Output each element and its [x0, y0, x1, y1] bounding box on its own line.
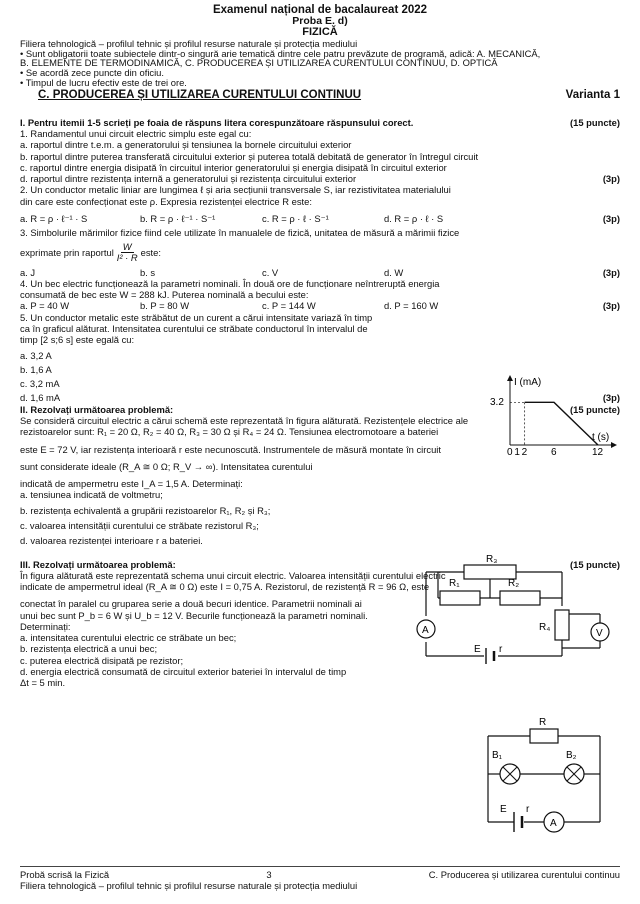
q4-options — [20, 300, 620, 311]
q4-option-d: d. P = 160 W — [384, 300, 439, 312]
part3-a: a. intensitatea curentului electric ce străbate un bec; — [20, 632, 237, 644]
q5-stem-2: ca în graficul alăturat. Intensitatea curentului ce străbate conductorul în intervalul de — [20, 323, 368, 335]
q3-fraction — [117, 242, 138, 264]
q1-option-c: c. raportul dintre energia disipată în circuitul interior generatorului și energia disipată în circuitul exterior — [20, 161, 447, 173]
q5-stem-1: 5. Un conductor metalic este străbătut de un curent a cărui intensitate variază în timp — [20, 311, 373, 323]
label-a: A — [422, 625, 429, 636]
label-r2: R₂ — [508, 578, 520, 589]
q5-option-a: a. 3,2 A — [20, 349, 52, 361]
x-tick-label: 0 — [507, 447, 513, 458]
part3-d2: Δt = 5 min. — [20, 677, 66, 689]
label-a: A — [550, 818, 557, 829]
instruction-3: • Timpul de lucru efectiv este de trei ore. — [20, 77, 187, 89]
exam-header — [20, 4, 620, 39]
part1-heading-row — [20, 117, 620, 128]
bulb-b1-icon — [500, 764, 520, 784]
part3-heading: III. Rezolvați următoarea problemă: — [20, 558, 176, 570]
q3-stem-2: exprimate prin raportul — [20, 246, 114, 258]
q3-frac-den: I² · R — [116, 252, 138, 264]
part2-p1: Se consideră circuitul electric a cărui schemă este reprezentată în figura alăturată. Rezistențele electrice ale — [20, 414, 469, 426]
label-e: E — [474, 644, 481, 655]
q2-option-b: b. R = ρ · ℓ⁻¹ · S⁻¹ — [140, 213, 216, 225]
q2-stem-1: 2. Un conductor metalic liniar are lungimea ℓ și aria secțiunii transversale S, iar rezistivitatea materialului — [20, 184, 451, 196]
q3-stem-2-row — [20, 239, 620, 267]
part2-heading: II. Rezolvați următoarea problemă: — [20, 403, 174, 415]
label-r4: R₄ — [539, 622, 551, 633]
label-r-internal: r — [526, 804, 530, 815]
bulb-b2-icon — [564, 764, 584, 784]
q3-stem-1: 3. Simbolurile mărimilor fizice fiind cele utilizate în manualele de fizică, unitatea de măsură a mărimii fizice — [20, 227, 460, 239]
part2-d: d. valoarea rezistenței interioare r a bateriei. — [20, 535, 203, 547]
q2-points: (3p) — [602, 213, 620, 225]
q4-stem-2: consumată de bec este W = 288 kJ. Puterea nominală a becului este: — [20, 289, 309, 301]
q2-option-c: c. R = ρ · ℓ · S⁻¹ — [262, 213, 329, 225]
circuit-figure-2 — [404, 552, 620, 664]
page-footer — [20, 866, 620, 892]
footer-right: C. Producerea și utilizarea curentului continuu — [428, 869, 620, 880]
q5-stem-3: timp [2 s;6 s] este egală cu: — [20, 334, 135, 346]
part3-d: d. energia electrică consumată de circuitul exterior bateriei în intervalul de timp — [20, 666, 347, 678]
part1-heading: I. Pentru itemii 1-5 scrieți pe foaia de răspuns litera corespunzătoare răspunsului corect. — [20, 116, 414, 128]
circuit-figure-3 — [478, 714, 610, 829]
label-r-internal: r — [499, 644, 503, 655]
q3-frac-num: W — [122, 240, 132, 252]
resistor-r — [530, 729, 558, 743]
q5-option-b: b. 1,6 A — [20, 363, 52, 375]
q1-option-b: b. raportul dintre puterea transferată circuitului exterior și puterea totală debitată de generator în întregul circuit — [20, 150, 479, 162]
q1-option-d-row — [20, 173, 620, 184]
q3-stem-3: este: — [140, 246, 161, 258]
q4-option-b: b. P = 80 W — [140, 300, 190, 312]
part2-a: a. tensiunea indicată de voltmetru; — [20, 489, 163, 501]
q3-option-a: a. J — [20, 266, 36, 278]
x-tick-label: 6 — [551, 447, 557, 458]
exam-title: Examenul național de bacalaureat 2022 — [212, 4, 428, 16]
part2-p3: este E = 72 V, iar rezistența interioară r este necunoscută. Instrumentele de măsură montate în circuit — [20, 443, 441, 455]
part3-p5: Determinați: — [20, 620, 71, 632]
label-v: V — [596, 628, 603, 639]
resistor-r3 — [464, 565, 516, 579]
instruction-1a: • Sunt obligatorii toate subiectele dintr-o singură arie tematică dintre cele patru prevăzute de programă, adică: A. MECANICĂ, — [20, 47, 541, 59]
q3-option-d: d. W — [384, 266, 404, 278]
q1-stem: 1. Randamentul unui circuit electric simplu este egal cu: — [20, 128, 252, 140]
label-r3: R₃ — [486, 554, 498, 565]
resistor-r4 — [555, 610, 569, 640]
part3-p4: unui bec sunt P_b = 6 W și U_b = 12 V. Becurile funcționează la parametri nominali. — [20, 609, 368, 621]
resistor-r1 — [440, 591, 480, 605]
part2-p5: indicată de ampermetru este I_A = 1,5 A. Determinați: — [20, 478, 243, 490]
footer-page-number: 3 — [266, 869, 272, 880]
q3-option-c: c. V — [262, 266, 279, 278]
q5-option-c: c. 3,2 mA — [20, 378, 60, 390]
y-tick-label: 3.2 — [490, 397, 504, 408]
label-b2: B₂ — [566, 750, 577, 761]
part3-p3: conectat în paralel cu gruparea serie a două becuri identice. Parametrii nominali ai — [20, 598, 362, 610]
x-tick-label: 2 — [521, 447, 528, 458]
label-r1: R₁ — [449, 578, 460, 589]
q5-points: (3p) — [602, 392, 620, 404]
q4-option-a: a. P = 40 W — [20, 300, 70, 312]
q1-points: (3p) — [602, 173, 620, 185]
q4-stem-1: 4. Un bec electric funcționează la parametri nominali. În două ore de funcționare neîntreruptă energia — [20, 277, 440, 289]
part2-b: b. rezistența echivalentă a grupării rezistoarelor R₁, R₂ și R₃; — [20, 504, 271, 516]
q2-option-a: a. R = ρ · ℓ⁻¹ · S — [20, 213, 88, 225]
part1-points: (15 puncte) — [569, 116, 620, 128]
part2-points: (15 puncte) — [569, 403, 620, 415]
part2-p2: rezistoarelor sunt: R₁ = 20 Ω, R₂ = 40 Ω, R₃ = 30 Ω și R₄ = 24 Ω. Tensiunea electromotoare a bateriei — [20, 426, 439, 438]
part3-p1: În figura alăturată este reprezentată schema unui circuit electric. Valoarea intensității curentului electric — [20, 569, 446, 581]
section-title: C. PRODUCEREA ȘI UTILIZAREA CURENTULUI CONTINUU — [38, 89, 362, 101]
q5-option-d: d. 1,6 mA — [20, 392, 61, 404]
instruction-2: • Se acordă zece puncte din oficiu. — [20, 67, 164, 79]
label-r: R — [539, 717, 547, 728]
part3-b: b. rezistența electrică a unui bec; — [20, 643, 158, 655]
q3-points: (3p) — [602, 266, 620, 278]
q1-option-a: a. raportul dintre t.e.m. a generatorului și tensiunea la bornele circuitului exterior — [20, 139, 352, 151]
filiera-line: Filiera tehnologică – profilul tehnic și profilul resurse naturale și protecția mediului — [20, 37, 358, 49]
q2-options — [20, 213, 620, 224]
x-axis-label: t (s) — [592, 432, 610, 443]
part2-p4: sunt considerate ideale (R_A ≅ 0 Ω; R_V → ∞). Intensitatea curentului — [20, 460, 313, 472]
exam-proba: Proba E. d) — [292, 15, 348, 28]
q1-option-d: d. raportul dintre rezistența internă a generatorului și rezistența circuitului exterior — [20, 173, 357, 185]
footer-left: Probă scrisă la Fizică — [20, 869, 110, 880]
resistor-r2 — [500, 591, 540, 605]
q2-option-d: d. R = ρ · ℓ · S — [384, 213, 444, 225]
q2-stem-2: din care este confecționat este ρ. Expresia rezistenței electrice R este: — [20, 195, 312, 207]
y-axis-label: I (mA) — [514, 377, 542, 388]
x-tick-label: 12 — [592, 447, 604, 458]
section-title-row — [20, 89, 620, 103]
exam-subject: FIZICĂ — [302, 26, 338, 39]
q4-option-c: c. P = 144 W — [262, 300, 316, 312]
part3-p2: indicate de ampermetrul ideal (R_A ≅ 0 Ω) este I = 0,75 A. Rezistorul, de rezistență R = 96 Ω, este — [20, 581, 430, 593]
q3-options — [20, 267, 620, 278]
varianta-label: Varianta 1 — [565, 89, 620, 101]
q3-option-b: b. s — [140, 266, 156, 278]
current-time-graph — [470, 372, 620, 458]
part2-c: c. valoarea intensității curentului ce străbate rezistorul R₃; — [20, 519, 259, 531]
x-tick-label: 1 — [514, 447, 520, 458]
current-series-line — [525, 402, 598, 445]
label-b1: B₁ — [492, 750, 503, 761]
q4-points: (3p) — [602, 300, 620, 312]
part3-points: (15 puncte) — [569, 558, 620, 570]
part3-c: c. puterea electrică disipată pe rezistor; — [20, 654, 184, 666]
footer-line2: Filiera tehnologică – profilul tehnic și profilul resurse naturale și protecția mediului — [20, 880, 358, 892]
label-e: E — [500, 804, 507, 815]
instructions — [20, 39, 620, 88]
instruction-1b: B. ELEMENTE DE TERMODINAMICĂ, C. PRODUCEREA ȘI UTILIZAREA CURENTULUI CONTINUU, D. OPTICĂ — [20, 57, 498, 69]
